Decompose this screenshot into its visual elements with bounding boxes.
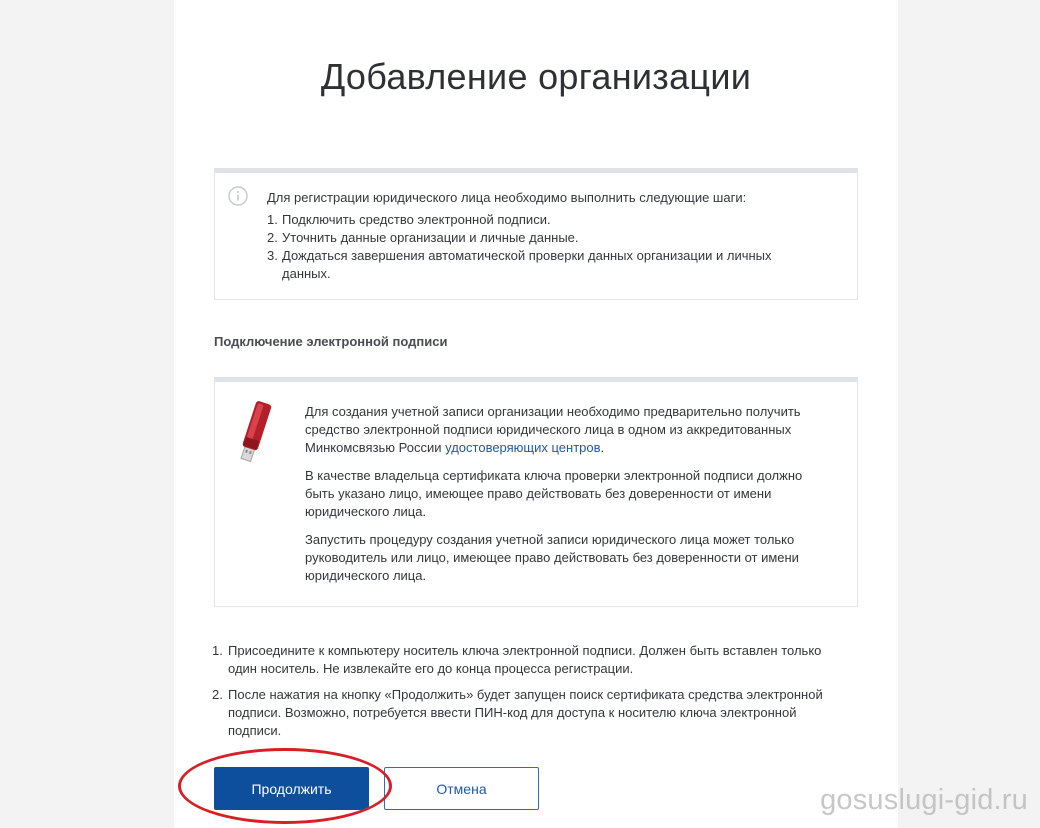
- cancel-button[interactable]: Отмена: [384, 767, 539, 810]
- watermark: gosuslugi-gid.ru: [820, 784, 1028, 816]
- step-text: Подключить средство электронной подписи.: [282, 212, 551, 227]
- continue-button[interactable]: Продолжить: [214, 767, 369, 810]
- step-number: 3.: [267, 248, 278, 263]
- instructions-list: [212, 642, 842, 748]
- info-steps-list: [267, 211, 817, 283]
- list-item: [212, 642, 842, 678]
- info-intro: Для регистрации юридического лица необходимо выполнить следующие шаги:: [267, 190, 747, 205]
- certification-centers-link[interactable]: удостоверяющих центров: [445, 440, 601, 455]
- instruction-number: 1.: [212, 643, 223, 658]
- list-item: [267, 211, 817, 229]
- page-title: Добавление организации: [320, 56, 752, 97]
- paragraph-end: .: [600, 440, 605, 455]
- instruction-text: Присоедините к компьютеру носитель ключа электронной подписи. Должен быть вставлен только один носитель. Не извлекайте его до конца процесса регистрации.: [228, 643, 822, 676]
- list-item: [212, 686, 842, 740]
- list-item: [267, 229, 817, 247]
- section-heading: Подключение электронной подписи: [214, 334, 448, 349]
- instruction-text: После нажатия на кнопку «Продолжить» будет запущен поиск сертификата средства электронной подписи. Возможно, потребуется ввести ПИН-код для доступа к носителю ключа электронной подписи.: [228, 687, 823, 738]
- info-icon: [228, 186, 248, 206]
- list-item: [267, 247, 817, 283]
- signature-panel: [214, 377, 858, 607]
- usb-token-icon: [235, 396, 279, 468]
- step-number: 2.: [267, 230, 278, 245]
- signature-text: [305, 403, 827, 595]
- instruction-number: 2.: [212, 687, 223, 702]
- paragraph-text: Для создания учетной записи организации необходимо предварительно получить средство электронной подписи юридического лица в одном из аккредитованных Минкомсвязью России: [305, 404, 801, 455]
- signature-paragraph-2: В качестве владельца сертификата ключа проверки электронной подписи должно быть указано лицо, имеющее право действовать без доверенности от имени юридического лица.: [305, 468, 803, 519]
- info-panel: [214, 168, 858, 300]
- main-content: [174, 0, 898, 828]
- step-text: Уточнить данные организации и личные данные.: [282, 230, 579, 245]
- signature-paragraph-3: Запустить процедуру создания учетной записи юридического лица может только руководитель или лицо, имеющее право действовать без доверенности от имени юридического лица.: [305, 532, 799, 583]
- info-text: [267, 189, 817, 283]
- signature-paragraph-1: [305, 403, 827, 457]
- step-text: Дождаться завершения автоматической проверки данных организации и личных данных.: [282, 248, 772, 281]
- step-number: 1.: [267, 212, 278, 227]
